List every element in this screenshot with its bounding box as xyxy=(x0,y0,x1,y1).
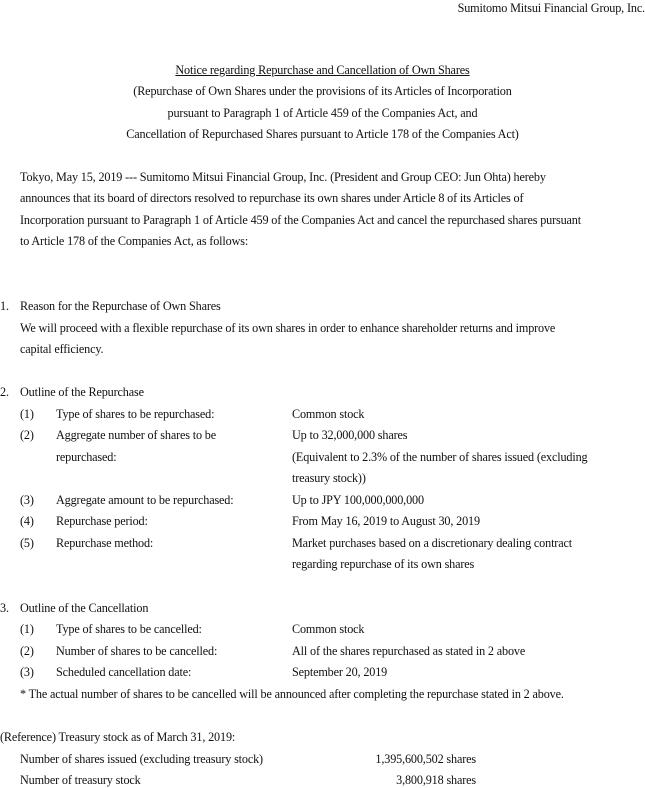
item-number: (3) xyxy=(20,665,34,679)
document-title: Notice regarding Repurchase and Cancellation of Own Shares xyxy=(175,63,470,77)
section-1-heading: Reason for the Repurchase of Own Shares xyxy=(20,299,221,313)
item-number: (3) xyxy=(20,493,34,507)
item-value: September 20, 2019 xyxy=(292,665,388,679)
section-3-heading: Outline of the Cancellation xyxy=(20,601,149,615)
intro-line-1: Tokyo, May 15, 2019 --- Sumitomo Mitsui Financial Group, Inc. (President and Group CEO: Jun Ohta) hereby xyxy=(20,170,546,184)
item-number: (1) xyxy=(20,622,34,636)
item-label: Aggregate number of shares to be xyxy=(56,428,217,442)
item-number: (5) xyxy=(20,536,34,550)
section-1-number: 1. xyxy=(0,299,9,313)
item-label: Repurchase period: xyxy=(56,514,148,528)
item-value-continued: regarding repurchase of its own shares xyxy=(292,557,475,571)
item-label: Repurchase method: xyxy=(56,536,154,550)
document-subtitle-line-3: Cancellation of Repurchased Shares pursuant to Article 178 of the Companies Act) xyxy=(126,127,519,141)
reference-heading: (Reference) Treasury stock as of March 31, 2019: xyxy=(0,730,236,744)
section-3-number: 3. xyxy=(0,601,9,615)
item-number: (1) xyxy=(20,407,34,421)
item-value: Market purchases based on a discretionary dealing contract xyxy=(292,536,572,550)
document-subtitle-line-2: pursuant to Paragraph 1 of Article 459 of the Companies Act, and xyxy=(167,106,478,120)
item-value: Common stock xyxy=(292,407,365,421)
item-value: All of the shares repurchased as stated in 2 above xyxy=(292,644,526,658)
item-label: Type of shares to be cancelled: xyxy=(56,622,202,636)
section-2-number: 2. xyxy=(0,385,9,399)
item-number: (2) xyxy=(20,428,34,442)
company-header: Sumitomo Mitsui Financial Group, Inc. xyxy=(457,1,645,15)
item-number: (4) xyxy=(20,514,34,528)
item-label-continued: repurchased: xyxy=(56,450,117,464)
item-value-continued: (Equivalent to 2.3% of the number of shares issued (excluding xyxy=(292,450,588,464)
section-1-body-line-1: We will proceed with a flexible repurchase of its own shares in order to enhance shareholder returns and improve xyxy=(20,321,556,335)
cancellation-note: * The actual number of shares to be cancelled will be announced after completing the repurchase stated in 2 above. xyxy=(20,687,564,701)
item-value: From May 16, 2019 to August 30, 2019 xyxy=(292,514,480,528)
item-label: Type of shares to be repurchased: xyxy=(56,407,215,421)
item-label: Aggregate amount to be repurchased: xyxy=(56,493,234,507)
section-2-heading: Outline of the Repurchase xyxy=(20,385,144,399)
item-number: (2) xyxy=(20,644,34,658)
item-value: Common stock xyxy=(292,622,365,636)
intro-line-4: to Article 178 of the Companies Act, as follows: xyxy=(20,234,249,248)
document-subtitle-line-1: (Repurchase of Own Shares under the provisions of its Articles of Incorporation xyxy=(133,84,512,98)
intro-line-2: announces that its board of directors resolved to repurchase its own shares under Article 8 of its Articles of xyxy=(20,191,524,205)
reference-row-value: 3,800,918 shares xyxy=(396,773,476,787)
item-value: Up to 32,000,000 shares xyxy=(292,428,408,442)
intro-line-3: Incorporation pursuant to Paragraph 1 of Article 459 of the Companies Act and cancel the repurchased shares pursuant xyxy=(20,213,581,227)
item-label: Scheduled cancellation date: xyxy=(56,665,192,679)
item-value: Up to JPY 100,000,000,000 xyxy=(292,493,424,507)
item-value-continued: treasury stock)) xyxy=(292,471,366,485)
section-1-body-line-2: capital efficiency. xyxy=(20,342,104,356)
reference-row-label: Number of shares issued (excluding treasury stock) xyxy=(20,752,263,766)
item-label: Number of shares to be cancelled: xyxy=(56,644,218,658)
reference-row-label: Number of treasury stock xyxy=(20,773,141,787)
reference-row-value: 1,395,600,502 shares xyxy=(375,752,476,766)
